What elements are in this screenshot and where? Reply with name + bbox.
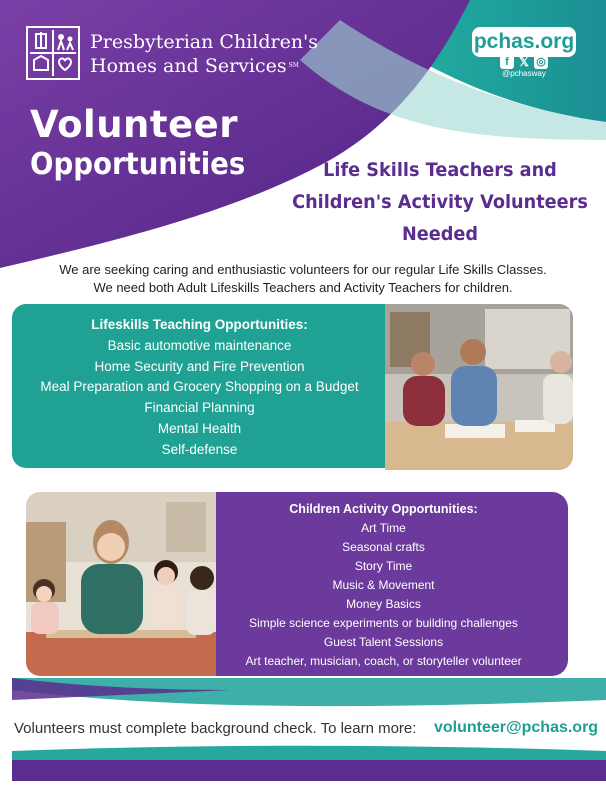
list-item: Story Time — [354, 559, 413, 573]
list-item: Art teacher, musician, coach, or storyteller volunteer — [245, 654, 522, 668]
list-item: Financial Planning — [144, 400, 255, 416]
list-item: Money Basics — [346, 597, 421, 611]
list-item: Art Time — [361, 521, 406, 535]
website-badge[interactable]: pchas.org — [472, 27, 576, 57]
intro-line1: We are seeking caring and enthusiastic volunteers for our regular Life Skills Classes. — [59, 262, 547, 277]
brand-name-line2: Homes and Services — [90, 55, 287, 77]
contact-email-link[interactable]: volunteer@pchas.org — [434, 719, 599, 736]
list-item: Simple science experiments or building challenges — [249, 616, 518, 630]
list-item: Music & Movement — [332, 578, 435, 592]
children-list — [205, 500, 562, 671]
social-links — [472, 55, 576, 83]
headline-line2: Children's Activity Volunteers — [292, 191, 588, 213]
lifeskills-list — [12, 315, 387, 461]
list-item: Home Security and Fire Prevention — [94, 358, 305, 374]
classroom-photo — [385, 304, 573, 470]
headline — [282, 154, 598, 250]
lifeskills-heading: Lifeskills Teaching Opportunities: — [91, 317, 308, 332]
list-item: Basic automotive maintenance — [107, 337, 292, 353]
list-item: Self-defense — [161, 441, 238, 457]
facebook-icon[interactable]: f — [500, 55, 514, 69]
hero-subtitle: Opportunities — [30, 147, 246, 182]
brand-name — [90, 30, 318, 78]
brand-name-line1: Presbyterian Children's — [90, 31, 319, 53]
social-handle: @pchasway — [502, 69, 546, 78]
headline-line1: Life Skills Teachers and — [323, 159, 557, 181]
service-mark: SM — [288, 62, 299, 69]
logo-mark — [26, 26, 80, 80]
list-item: Guest Talent Sessions — [323, 635, 444, 649]
logo-icon — [28, 28, 78, 78]
children-heading: Children Activity Opportunities: — [289, 502, 478, 516]
hero-title: Volunteer — [30, 103, 239, 146]
list-item: Seasonal crafts — [342, 540, 425, 554]
x-icon[interactable]: 𝕏 — [519, 55, 529, 69]
intro-line2: We need both Adult Lifeskills Teachers and Activity Teachers for children. — [93, 280, 513, 295]
instagram-icon[interactable]: ◎ — [534, 55, 548, 69]
list-item: Mental Health — [157, 420, 242, 436]
list-item: Meal Preparation and Grocery Shopping on a Budget — [40, 379, 359, 395]
footer-note: Volunteers must complete background check. To learn more: — [14, 720, 417, 737]
children-photo — [26, 492, 216, 676]
headline-line3: Needed — [401, 223, 479, 245]
